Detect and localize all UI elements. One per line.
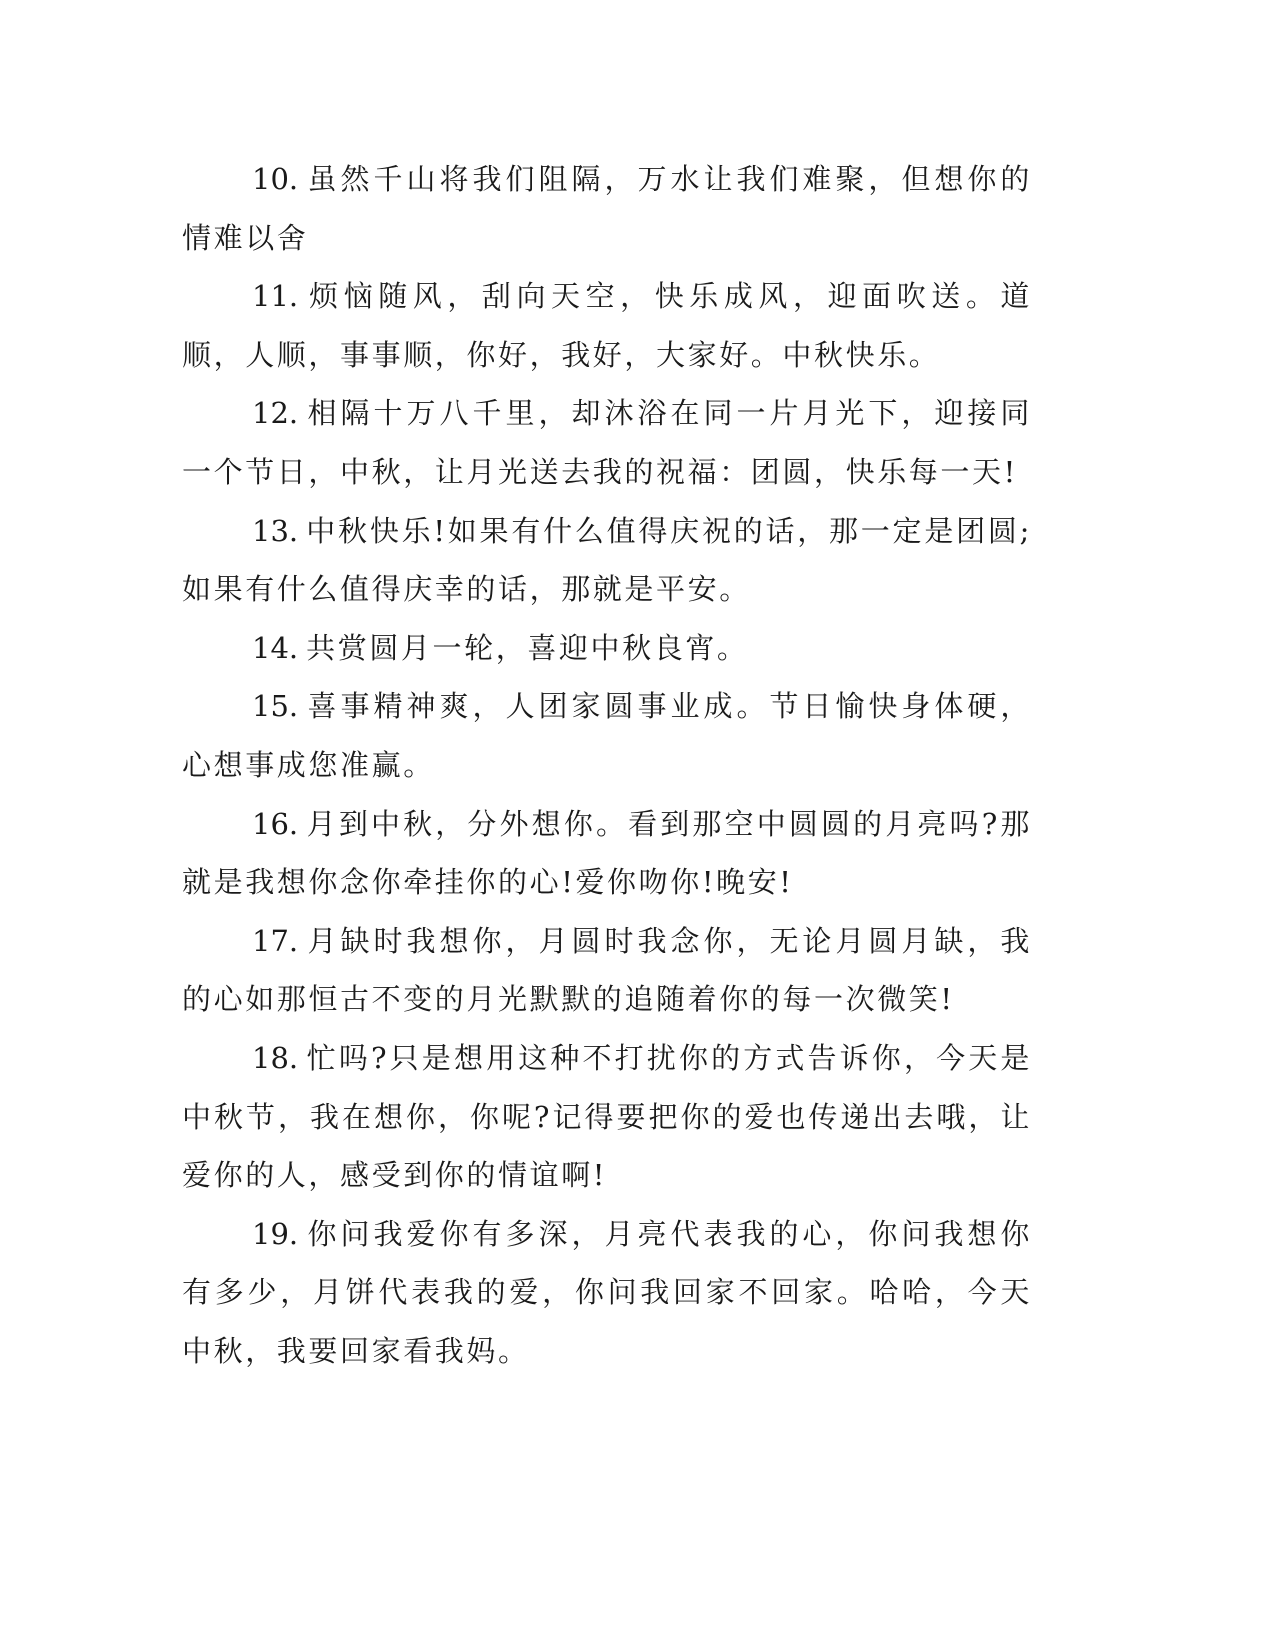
document-body [182,150,1032,1380]
item-number: 17. [252,923,299,958]
item-number: 19. [252,1216,299,1251]
item-number: 14. [252,630,299,665]
list-item [182,795,1032,912]
item-text: 烦恼随风，刮向天空，快乐成风，迎面吹送。道顺，人顺，事事顺，你好，我好，大家好。中秋快乐。 [182,279,1032,372]
item-number: 12. [252,396,299,431]
list-item [182,619,1032,678]
item-text: 共赏圆月一轮，喜迎中秋良宵。 [306,630,749,665]
item-number: 18. [252,1040,299,1075]
item-text: 中秋快乐!如果有什么值得庆祝的话，那一定是团圆;如果有什么值得庆幸的话，那就是平安。 [182,513,1032,607]
list-item [182,384,1032,501]
list-item [182,267,1032,384]
item-number: 15. [252,689,299,724]
item-text: 月到中秋，分外想你。看到那空中圆圆的月亮吗?那就是我想你念你牵挂你的心!爱你吻你!晚安! [182,806,1032,900]
item-text: 月缺时我想你，月圆时我念你，无论月圆月缺，我的心如那恒古不变的月光默默的追随着你的每一次微笑! [182,923,1032,1017]
item-text: 你问我爱你有多深，月亮代表我的心，你问我想你有多少，月饼代表我的爱，你问我回家不回家。哈哈，今天中秋，我要回家看我妈。 [182,1216,1032,1368]
item-number: 16. [252,806,299,841]
list-item [182,1029,1032,1205]
list-item [182,912,1032,1029]
list-item [182,677,1032,794]
item-text: 喜事精神爽，人团家圆事业成。节日愉快身体硬，心想事成您准赢。 [182,689,1032,782]
list-item [182,150,1032,267]
item-number: 10. [252,162,299,196]
item-text: 虽然千山将我们阻隔，万水让我们难聚，但想你的情难以舍 [182,162,1032,255]
list-item [182,502,1032,619]
list-item [182,1205,1032,1381]
item-text: 相隔十万八千里，却沐浴在同一片月光下，迎接同一个节日，中秋，让月光送去我的祝福：团圆，快乐每一天! [182,396,1032,489]
item-number: 13. [252,513,299,548]
item-number: 11. [252,279,299,314]
item-text: 忙吗?只是想用这种不打扰你的方式告诉你，今天是中秋节，我在想你，你呢?记得要把你的爱也传递出去哦，让爱你的人，感受到你的情谊啊! [182,1040,1032,1193]
